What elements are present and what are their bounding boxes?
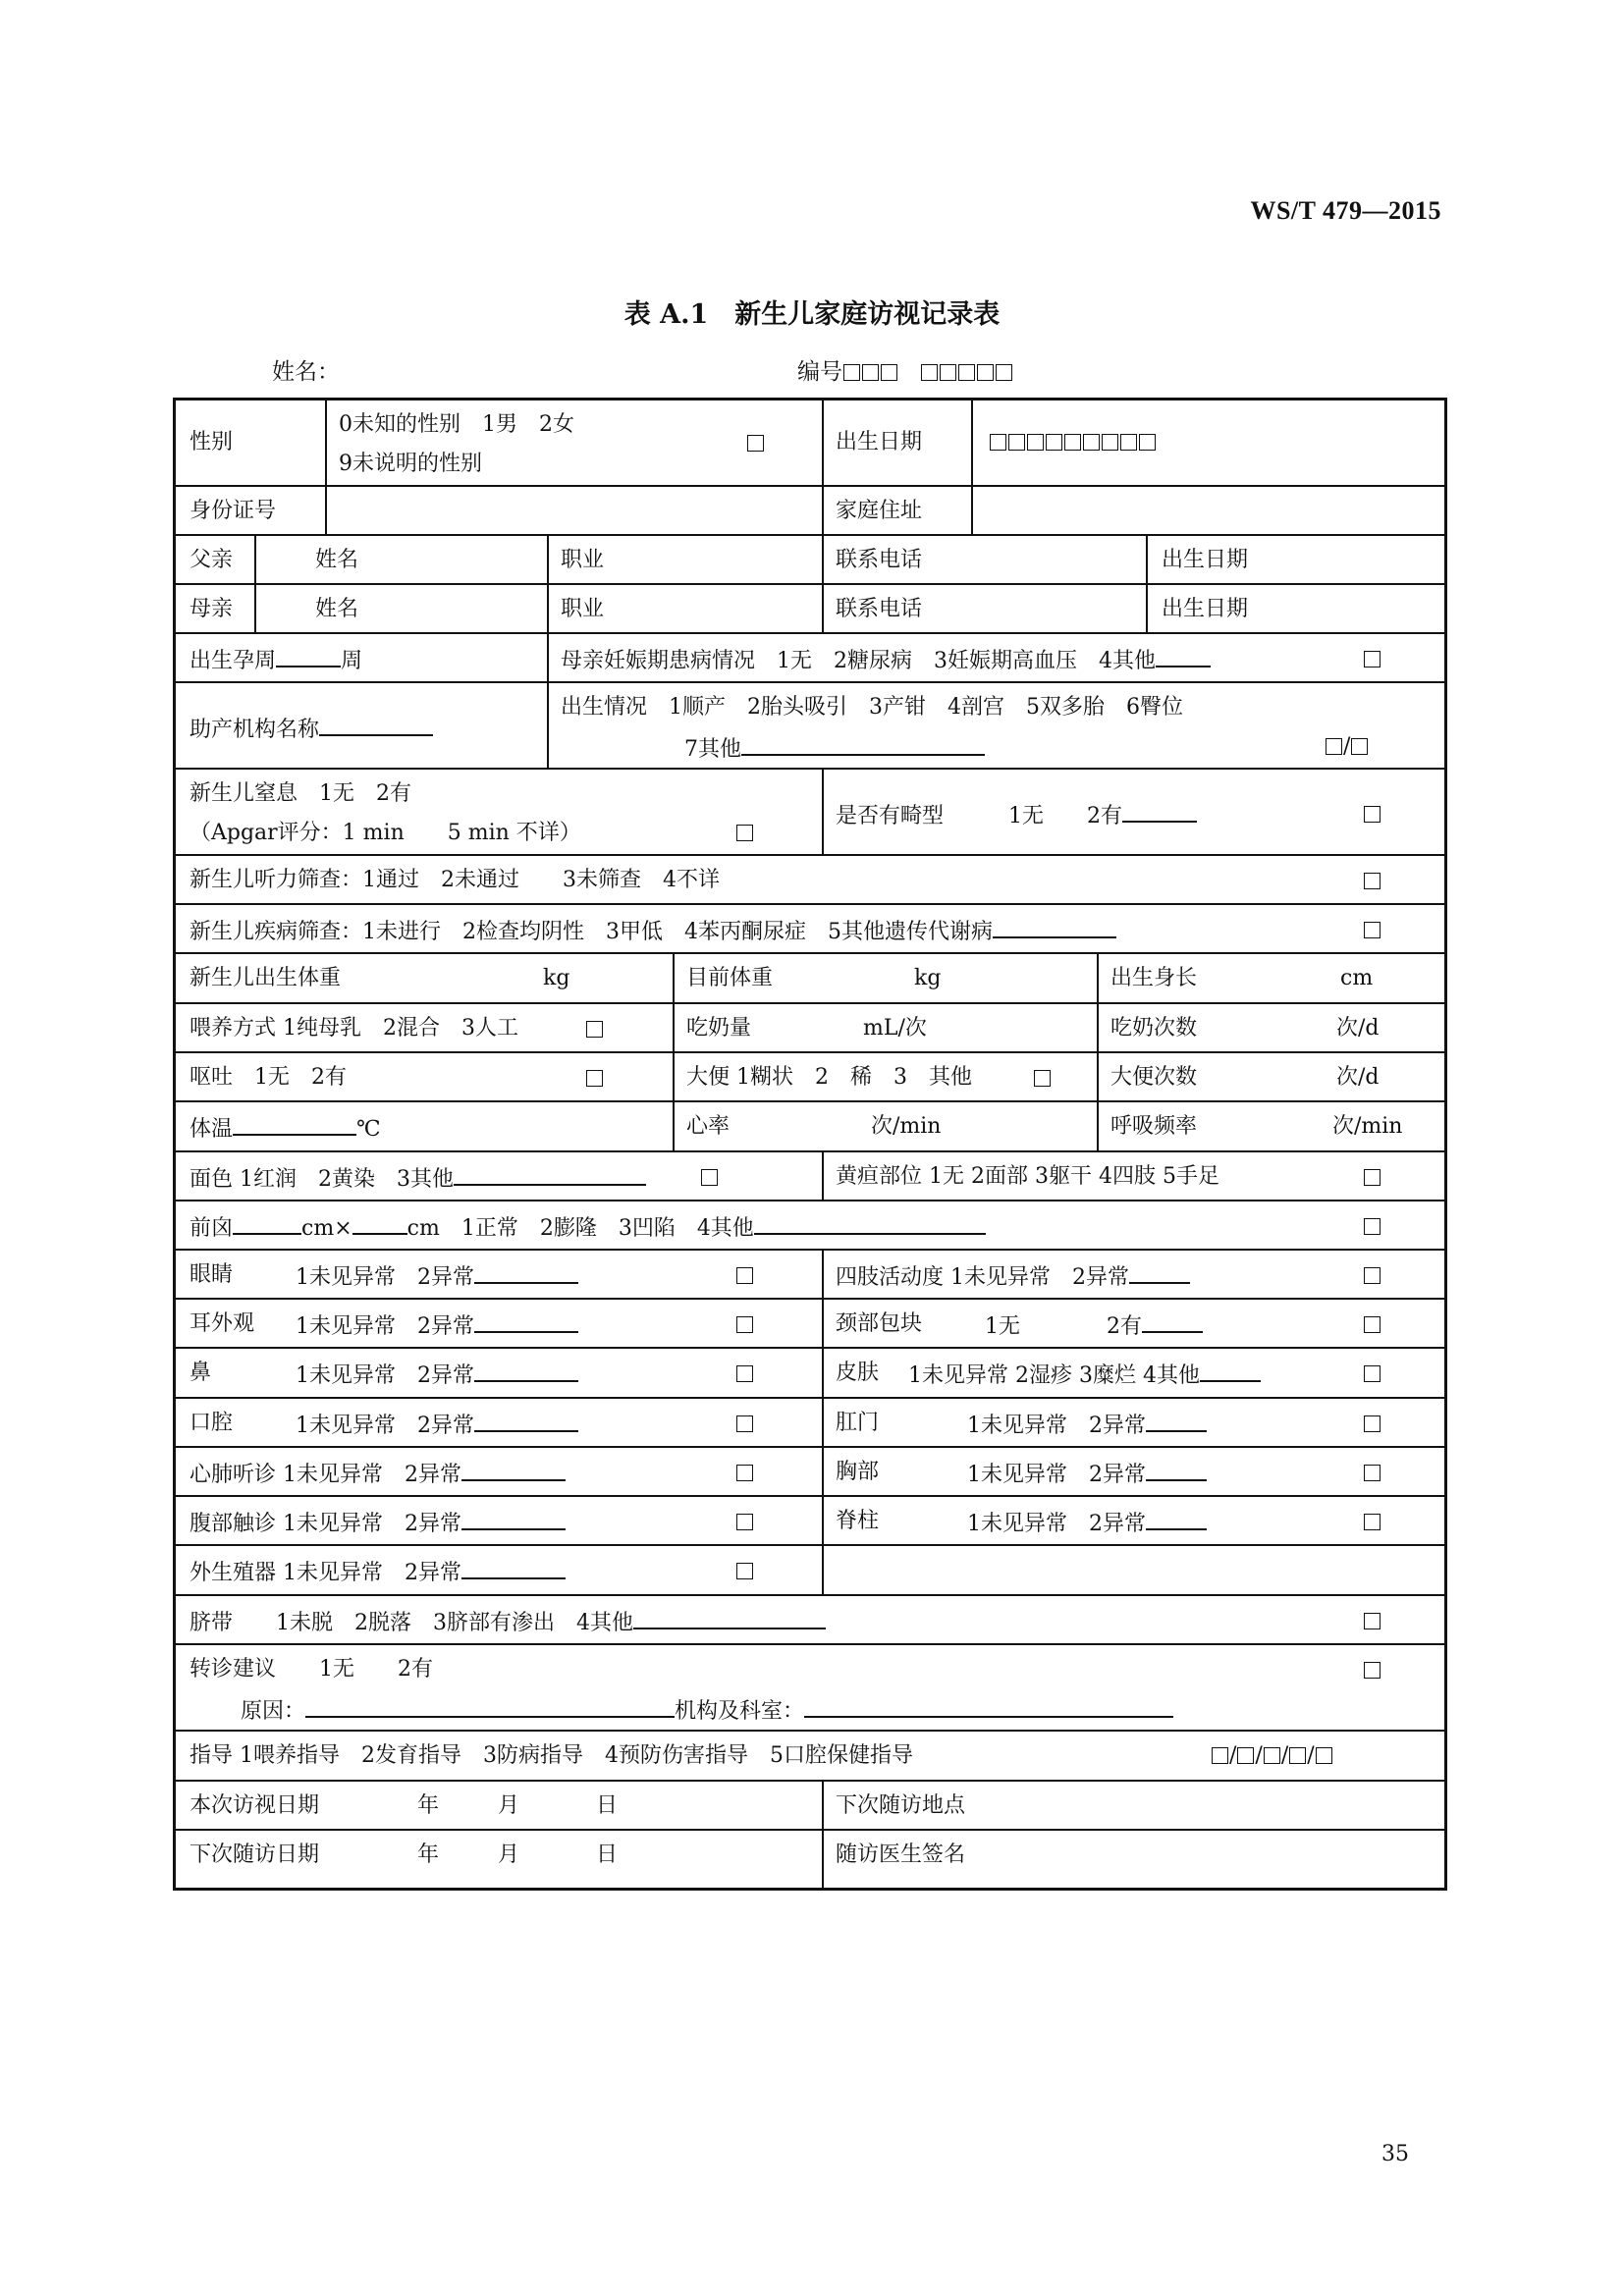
next-visit-day: 日: [596, 1842, 619, 1867]
feeding-times-label: 吃奶次数: [1110, 1016, 1198, 1041]
gestation-row: [176, 632, 1444, 683]
checkbox[interactable]: [996, 364, 1012, 381]
mother-job-label: 职业: [561, 597, 605, 621]
disease-screening: 新生儿疾病筛查：1未进行 2检查均阴性 3甲低 4苯丙酮尿症 5其他遗传代谢病: [189, 919, 1116, 943]
complexion-checkbox[interactable]: [701, 1169, 718, 1186]
mother-label: 母亲: [189, 597, 234, 621]
mother-phone-label: 联系电话: [836, 597, 923, 621]
birth-situation-row: [176, 681, 1444, 770]
father-phone-label: 联系电话: [836, 548, 923, 572]
form-title: 表 A.1 新生儿家庭访视记录表: [623, 299, 1001, 330]
exam-right-label: 皮肤: [836, 1361, 880, 1385]
exam-left-label: 眼睛: [189, 1262, 234, 1287]
deformity-field: 是否有畸型 1无 2有: [836, 803, 1197, 828]
gestation-field: 出生孕周 周: [189, 649, 363, 673]
hearing-row: [176, 854, 1444, 905]
exam-left-field: 心肺听诊 1未见异常 2异常: [189, 1462, 566, 1486]
stool-options: 大便 1糊状 2 稀 3 其他: [686, 1065, 972, 1090]
number-label: 编号: [797, 359, 842, 385]
vomit-options: 呕吐 1无 2有: [189, 1065, 347, 1090]
gender-options: 0未知的性别 1男 2女: [339, 412, 574, 437]
father-label: 父亲: [189, 548, 234, 572]
exam-left-checkbox[interactable]: [736, 1415, 753, 1432]
milk-amount-label: 吃奶量: [686, 1016, 752, 1041]
checkbox[interactable]: [862, 364, 879, 381]
exam-left-options: 1未见异常 2异常: [296, 1313, 578, 1338]
visit-year: 年: [417, 1793, 440, 1818]
exam-right-checkbox[interactable]: [1364, 1316, 1380, 1333]
asphyxia-row: [176, 768, 1444, 856]
exam-right-label: 肛门: [836, 1411, 880, 1435]
exam-left-checkbox[interactable]: [736, 1563, 753, 1579]
exam-row: [176, 1347, 1444, 1399]
visit-record-table: [173, 398, 1447, 1891]
exam-right-options: 1未见异常 2异常: [967, 1413, 1207, 1437]
fontanel-field: 前囟 cm× cm 1正常 2膨隆 3凹陷 4其他: [189, 1215, 986, 1240]
midwife-institution-field: 助产机构名称: [189, 717, 433, 741]
vitals-row: [176, 1100, 1444, 1152]
birth-length-label: 出生身长: [1110, 966, 1198, 990]
father-birth-label: 出生日期: [1162, 548, 1249, 572]
disease-screening-row: [176, 903, 1444, 954]
exam-right-checkbox[interactable]: [1364, 1365, 1380, 1382]
exam-left-options: 1未见异常 2异常: [296, 1264, 578, 1289]
next-visit-month: 月: [498, 1842, 520, 1867]
father-name-label: 姓名: [315, 548, 359, 572]
standard-number: WS/T 479—2015: [1250, 196, 1441, 225]
birth-situation-options: 出生情况 1顺产 2胎头吸引 3产钳 4剖宫 5双多胎 6臀位: [561, 695, 1183, 720]
asphyxia-checkbox[interactable]: [736, 825, 753, 841]
birth-date-boxes[interactable]: [989, 432, 1157, 454]
fontanel-checkbox[interactable]: [1364, 1218, 1380, 1235]
exam-right-checkbox[interactable]: [1364, 1267, 1380, 1284]
exam-left-label: 耳外观: [189, 1311, 255, 1336]
feeding-checkbox[interactable]: [586, 1021, 603, 1038]
heart-rate-label: 心率: [686, 1114, 731, 1139]
id-row: [176, 485, 1444, 536]
complexion-field: 面色 1红润 2黄染 3其他: [189, 1166, 646, 1191]
exam-left-checkbox[interactable]: [736, 1514, 753, 1530]
current-weight-label: 目前体重: [686, 966, 774, 990]
exam-left-label: 口腔: [189, 1411, 234, 1435]
guidance-options: 指导 1喂养指导 2发育指导 3防病指导 4预防伤害指导 5口腔保健指导: [189, 1743, 913, 1768]
visit-month: 月: [498, 1793, 520, 1818]
exam-left-label: 鼻: [189, 1361, 212, 1385]
jaundice-checkbox[interactable]: [1364, 1169, 1380, 1186]
father-job-label: 职业: [561, 548, 605, 572]
exam-row: [176, 1446, 1444, 1497]
checkbox[interactable]: [940, 364, 956, 381]
umbilical-cord-field: 脐带 1未脱 2脱落 3脐部有渗出 4其他: [189, 1610, 826, 1634]
weight-row: [176, 952, 1444, 1004]
guidance-row: [176, 1730, 1444, 1782]
maternal-disease-field: 母亲妊娠期患病情况 1无 2糖尿病 3妊娠期高血压 4其他: [561, 648, 1211, 672]
mother-birth-label: 出生日期: [1162, 597, 1249, 621]
exam-row: [176, 1298, 1444, 1349]
gender-option-unspecified: 9未说明的性别: [339, 452, 482, 476]
deformity-checkbox[interactable]: [1364, 806, 1380, 823]
respiratory-rate-label: 呼吸频率: [1110, 1114, 1198, 1139]
serial-number-field[interactable]: [797, 353, 1013, 386]
exam-left-options: 1未见异常 2异常: [296, 1413, 578, 1437]
exam-right-label: 胸部: [836, 1460, 880, 1484]
exam-right-label: 颈部包块: [836, 1311, 923, 1336]
father-row: [176, 534, 1444, 585]
exam-left-checkbox[interactable]: [736, 1465, 753, 1481]
gender-label: 性别: [189, 430, 234, 454]
exam-right-checkbox[interactable]: [1364, 1465, 1380, 1481]
birth-date-label: 出生日期: [836, 430, 923, 454]
asphyxia-options: 新生儿窒息 1无 2有: [189, 781, 411, 806]
heart-rate-unit: 次/min: [871, 1114, 942, 1139]
gender-row: [176, 400, 1444, 485]
current-weight-unit: kg: [914, 966, 942, 990]
exam-row: [176, 1495, 1444, 1546]
feeding-times-unit: 次/d: [1336, 1016, 1380, 1041]
vomit-stool-row: [176, 1051, 1444, 1102]
next-visit-year: 年: [417, 1842, 440, 1867]
exam-right-options: 1未见异常 2异常: [967, 1511, 1207, 1535]
umbilical-row: [176, 1594, 1444, 1645]
fontanel-row: [176, 1200, 1444, 1251]
exam-left-checkbox[interactable]: [736, 1267, 753, 1284]
checkbox[interactable]: [881, 364, 897, 381]
visit-date-label: 本次访视日期: [189, 1793, 320, 1818]
birth-weight-unit: kg: [543, 966, 570, 990]
referral-reason-field: 原因： 机构及科室：: [241, 1698, 1173, 1723]
referral-row: [176, 1643, 1444, 1732]
birth-weight-label: 新生儿出生体重: [189, 966, 342, 990]
exam-left-options: 1未见异常 2异常: [296, 1362, 578, 1387]
mother-row: [176, 583, 1444, 634]
feeding-row: [176, 1002, 1444, 1053]
stool-checkbox[interactable]: [1034, 1070, 1051, 1087]
milk-amount-unit: mL/次: [863, 1016, 927, 1041]
guidance-checkboxes[interactable]: / / / /: [1211, 1745, 1333, 1767]
temperature-field: 体温 ℃: [189, 1117, 381, 1142]
umbilical-checkbox[interactable]: [1364, 1613, 1380, 1629]
exam-right-options: 1未见异常 2异常: [967, 1462, 1207, 1486]
stool-times-unit: 次/d: [1336, 1065, 1380, 1090]
exam-right-field: 四肢活动度 1未见异常 2异常: [836, 1264, 1190, 1289]
visit-day: 日: [596, 1793, 619, 1818]
exam-left-field: 腹部触诊 1未见异常 2异常: [189, 1511, 566, 1535]
exam-right-label: 脊柱: [836, 1509, 880, 1533]
birth-situation-other: 7其他: [684, 736, 985, 761]
page-number: 35: [1381, 2142, 1409, 2166]
visit-date-row: [176, 1780, 1444, 1831]
maternal-disease-checkbox[interactable]: [1364, 651, 1380, 667]
stool-times-label: 大便次数: [1110, 1065, 1198, 1090]
hearing-screening: 新生儿听力筛查：1通过 2未通过 3未筛查 4不详: [189, 868, 720, 892]
exam-row: [176, 1544, 1444, 1596]
name-label: 姓名：: [272, 359, 340, 385]
next-visit-date-label: 下次随访日期: [189, 1842, 320, 1867]
mother-name-label: 姓名: [315, 597, 359, 621]
referral-options: 转诊建议 1无 2有: [189, 1657, 433, 1682]
exam-row: [176, 1249, 1444, 1300]
address-label: 家庭住址: [836, 499, 923, 523]
checkbox[interactable]: [843, 364, 860, 381]
exam-left-checkbox[interactable]: [736, 1316, 753, 1333]
exam-row: [176, 1397, 1444, 1448]
exam-right-checkbox[interactable]: [1364, 1415, 1380, 1432]
birth-length-unit: cm: [1340, 966, 1374, 990]
checkbox[interactable]: [921, 364, 938, 381]
referral-checkbox[interactable]: [1364, 1662, 1380, 1679]
exam-right-checkbox[interactable]: [1364, 1514, 1380, 1530]
checkbox[interactable]: [977, 364, 994, 381]
jaundice-site: 黄疸部位 1无 2面部 3躯干 4四肢 5手足: [836, 1164, 1219, 1189]
vomit-checkbox[interactable]: [586, 1070, 603, 1087]
gender-checkbox[interactable]: [747, 435, 764, 452]
disease-screening-checkbox[interactable]: [1364, 922, 1380, 938]
exam-left-checkbox[interactable]: [736, 1365, 753, 1382]
birth-situation-checkboxes[interactable]: /: [1325, 736, 1369, 758]
exam-right-options: 1未见异常 2湿疹 3糜烂 4其他: [908, 1362, 1261, 1387]
complexion-row: [176, 1150, 1444, 1201]
id-label: 身份证号: [189, 499, 277, 523]
hearing-checkbox[interactable]: [1364, 873, 1380, 889]
apgar-score: （Apgar评分：1 min 5 min 不详）: [189, 821, 581, 845]
exam-right-options: 1无 2有: [985, 1313, 1203, 1338]
next-visit-place-label: 下次随访地点: [836, 1793, 966, 1818]
respiratory-rate-unit: 次/min: [1332, 1114, 1403, 1139]
feeding-method: 喂养方式 1纯母乳 2混合 3人工: [189, 1016, 518, 1041]
exam-left-field: 外生殖器 1未见异常 2异常: [189, 1560, 566, 1584]
doctor-signature-label: 随访医生签名: [836, 1842, 966, 1867]
checkbox[interactable]: [958, 364, 975, 381]
next-visit-row: [176, 1829, 1444, 1890]
